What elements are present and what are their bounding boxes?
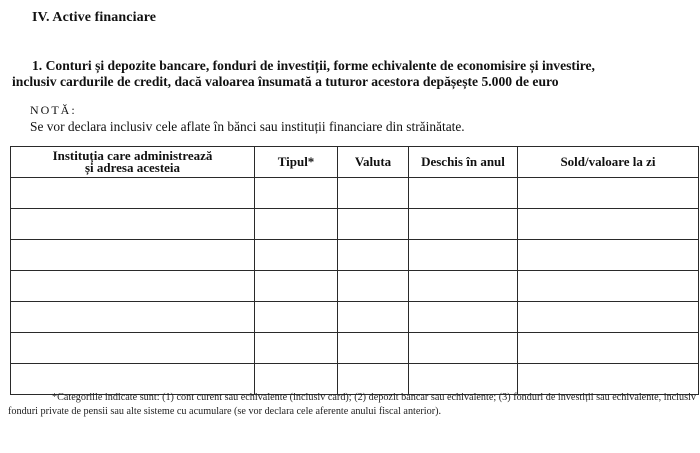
cell-currency[interactable] [338,240,409,271]
cell-balance[interactable] [518,240,699,271]
cell-opened-year[interactable] [409,271,518,302]
cell-opened-year[interactable] [409,178,518,209]
table-row [11,364,699,395]
subsection-heading [12,58,696,90]
cell-institution[interactable] [11,209,255,240]
subsection-heading-line-1: 1. Conturi și depozite bancare, fonduri de investiții, forme echivalente de economisire și investire, [32,58,595,73]
cell-institution[interactable] [11,364,255,395]
cell-currency[interactable] [338,333,409,364]
cell-currency[interactable] [338,178,409,209]
header-institution: Instituția care administrează și adresa acesteia [11,147,255,178]
subsection-heading-line-2: inclusiv cardurile de credit, dacă valoarea însumată a tuturor acestora depășește 5.000 de euro [12,74,559,89]
cell-currency[interactable] [338,302,409,333]
cell-institution[interactable] [11,271,255,302]
cell-opened-year[interactable] [409,209,518,240]
table-row [11,333,699,364]
cell-type[interactable] [255,240,338,271]
cell-currency[interactable] [338,271,409,302]
cell-type[interactable] [255,333,338,364]
cell-balance[interactable] [518,178,699,209]
header-type: Tipul* [255,147,338,178]
footnote-text: *Categoriile indicate sunt: (1) cont curent sau echivalente (inclusiv card); (2) depozit bancar sau echivalente; (3) fonduri de investiții sau echivalente, inclusiv fonduri private de pensii sau alte sisteme cu acumulare (se vor declara cele aferente anului fiscal anterior). [8,392,696,417]
table-header-row [11,147,699,178]
table-row [11,240,699,271]
note-label: NOTĂ: [30,103,77,117]
header-currency: Valuta [338,147,409,178]
cell-type[interactable] [255,364,338,395]
cell-type[interactable] [255,178,338,209]
cell-currency[interactable] [338,364,409,395]
table-row [11,178,699,209]
cell-balance[interactable] [518,364,699,395]
header-opened-year: Deschis în anul [409,147,518,178]
cell-type[interactable] [255,302,338,333]
table-body [11,178,699,395]
financial-assets-table [10,146,699,395]
cell-institution[interactable] [11,302,255,333]
cell-currency[interactable] [338,209,409,240]
table-row [11,302,699,333]
cell-balance[interactable] [518,209,699,240]
cell-opened-year[interactable] [409,240,518,271]
cell-opened-year[interactable] [409,364,518,395]
cell-balance[interactable] [518,302,699,333]
table-row [11,209,699,240]
cell-type[interactable] [255,209,338,240]
section-title: IV. Active financiare [32,10,157,25]
cell-opened-year[interactable] [409,302,518,333]
cell-balance[interactable] [518,333,699,364]
cell-institution[interactable] [11,333,255,364]
cell-institution[interactable] [11,178,255,209]
cell-institution[interactable] [11,240,255,271]
cell-type[interactable] [255,271,338,302]
cell-balance[interactable] [518,271,699,302]
note-text: Se vor declara inclusiv cele aflate în bănci sau instituții financiare din străinătate. [30,119,465,134]
table-row [11,271,699,302]
cell-opened-year[interactable] [409,333,518,364]
footnote [8,391,696,419]
header-balance: Sold/valoare la zi [518,147,699,178]
